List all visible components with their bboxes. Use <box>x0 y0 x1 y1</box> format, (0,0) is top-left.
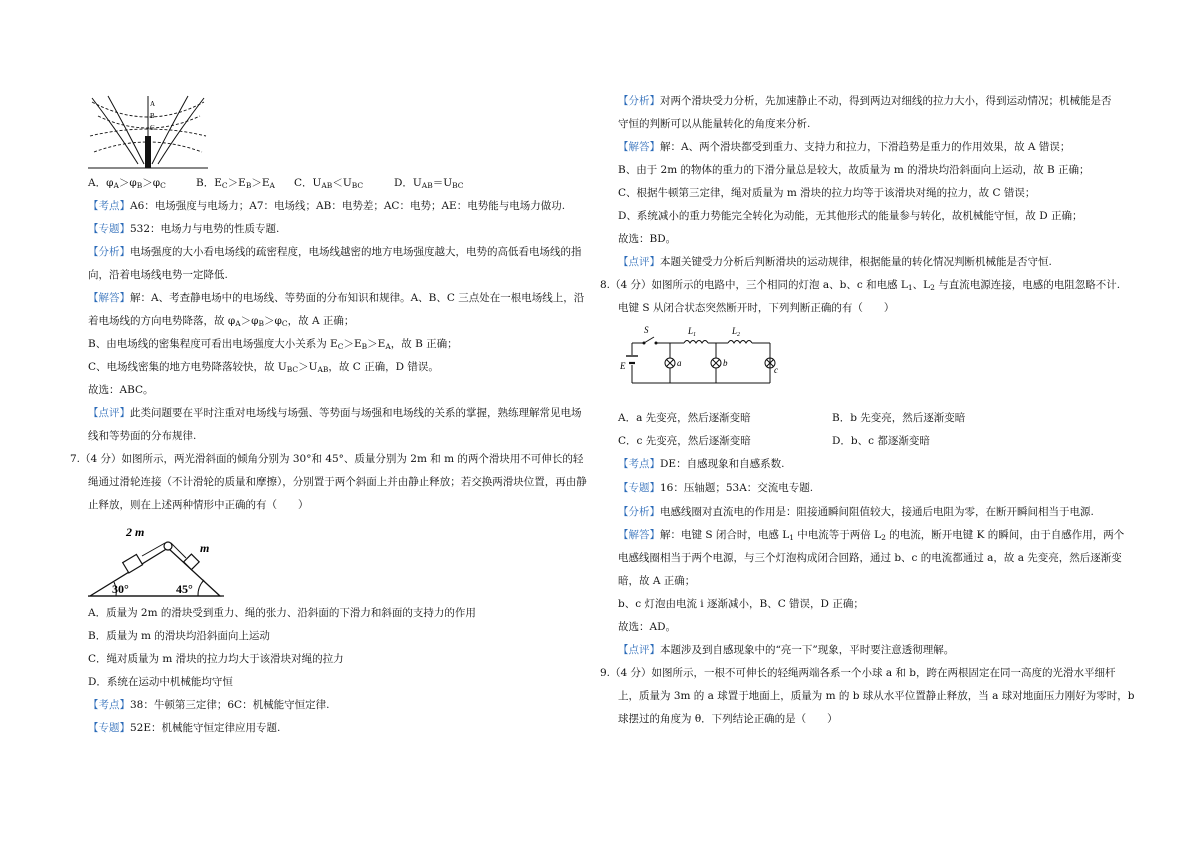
q7-stem-3: 止释放，则在上述两种情形中正确的有（ ） <box>88 499 309 511</box>
angle-45-label: 45° <box>176 582 193 596</box>
q7-jieda-d: D、系统减小的重力势能完全转化为动能，无其他形式的能量参与转化，故机械能守恒，故 D 正确； <box>618 210 1083 222</box>
q8-zhuanti: 【专题】16：压轴题；53A：交流电专题. <box>618 482 814 494</box>
q9-stem-2: 上，质量为 3m 的 a 球置于地面上，质量为 m 的 b 球从水平位置静止释放，当 a 球对地面压力刚好为零时，b <box>618 690 1135 702</box>
q8-stem: 8.（4 分）如图所示的电路中，三个相同的灯泡 a、b、c 和电感 $L_1$、$L_2$ 与直流电源连接，电感的电阻忽略不计. <box>600 279 1121 292</box>
q7-fenxi-cont: 守恒的判断可以从能量转化的角度来分析. <box>618 118 811 130</box>
q7-jieda: 【解答】解：A、两个滑块都受到重力、支持力和拉力，下滑趋势是重力的作用效果，故 A 错误； <box>618 141 1071 153</box>
q7-option-d[interactable]: D．系统在运动中机械能均守恒 <box>88 676 233 688</box>
q8-dianping: 【点评】本题涉及到自感现象中的“亮一下”现象，平时要注意透彻理解。 <box>618 644 955 656</box>
q8-option-d[interactable]: D．b、c 都逐渐变暗 <box>832 435 930 447</box>
q7-jieda-b: B、由于 2m 的物体的重力的下滑分量总是较大，故质量为 m 的滑块均沿斜面向上运动，故 B 正确； <box>618 164 1090 176</box>
inductor-l1-label: $L_1$ <box>688 326 697 338</box>
angle-30-label: 30° <box>112 582 129 596</box>
q6-dianping: 【点评】此类问题要在平时注重对电场线与场强、等势面与场强和电场线的关系的掌握，熟练理解常见电场 <box>88 407 582 419</box>
q8-answer: 故选：AD。 <box>618 621 677 633</box>
q7-option-a[interactable]: A．质量为 2m 的滑块受到重力、绳的张力、沿斜面的下滑力和斜面的支持力的作用 <box>88 607 476 619</box>
q6-fenxi-cont: 向，沿着电场线电势一定降低. <box>88 269 228 281</box>
q8-option-a[interactable]: A．a 先变亮，然后逐渐变暗 <box>618 412 751 424</box>
q6-option-b[interactable]: B．$E_C>E_B>E_A$ <box>196 177 275 190</box>
q7-kaodian: 【考点】38：牛顿第三定律；6C：机械能守恒定律. <box>88 699 330 711</box>
bulb-a-label: a <box>677 358 682 368</box>
q6-jieda-b: B、由电场线的密集程度可看出电场强度大小关系为 $E_C>E_B>E_A$，故 B 正确； <box>88 338 458 351</box>
emf-e-label: E <box>620 361 626 371</box>
q8-stem-2: 电键 S 从闭合状态突然断开时，下列判断正确的有（ ） <box>618 302 895 314</box>
q6-dianping-cont: 线和等势面的分布规律. <box>88 430 197 442</box>
q7-option-b[interactable]: B．质量为 m 的滑块均沿斜面向上运动 <box>88 630 270 642</box>
mass-m-label: m <box>200 541 210 555</box>
q8-jieda: 【解答】解：电键 S 闭合时，电感 $L_1$ 中电流等于两倍 $L_2$ 的电流，断开电键 K 的瞬间，由于自感作用，两个 <box>618 529 1125 542</box>
point-b-label: B <box>150 112 155 120</box>
switch-s-label: S <box>644 325 649 335</box>
q7-stem: 7.（4 分）如图所示，两光滑斜面的倾角分别为 30°和 45°、质量分别为 2m 和 m 的两个滑块用不可伸长的轻 <box>70 453 584 465</box>
q7-dianping: 【点评】本题关键受力分析后判断滑块的运动规律，根据能量的转化情况判断机械能是否守恒. <box>618 256 1052 268</box>
q7-option-c[interactable]: C．绳对质量为 m 滑块的拉力均大于该滑块对绳的拉力 <box>88 653 344 665</box>
circuit-figure <box>620 325 780 387</box>
q7-stem-2: 绳通过滑轮连接（不计滑轮的质量和摩擦），分别置于两个斜面上并由静止释放；若交换两滑块位置，再由静 <box>88 476 587 488</box>
q6-option-c[interactable]: C．$U_{AB}<U_{BC}$ <box>294 177 364 190</box>
q6-kaodian: 【考点】A6：电场强度与电场力；A7：电场线；AB：电势差；AC：电势；AE：电势能与电场力做功. <box>88 200 566 212</box>
q6-jieda-c: C、电场线密集的地方电势降落较快，故 $U_{BC}>U_{AB}$，故 C 正确，D 错误。 <box>88 361 439 374</box>
q6-fenxi: 【分析】电场强度的大小看电场线的疏密程度，电场线越密的地方电场强度越大，电势的高低看电场线的指 <box>88 246 582 258</box>
q9-stem-3: 球摆过的角度为 θ．下列结论正确的是（ ） <box>618 713 838 725</box>
q6-jieda: 【解答】解：A、考查静电场中的电场线、等势面的分布知识和规律。A、B、C 三点处在一根电场线上，沿 <box>88 292 585 304</box>
q8-kaodian: 【考点】DE：自感现象和自感系数. <box>618 458 785 470</box>
bulb-c-label: c <box>774 365 778 375</box>
inductor-l2-label: $L_2$ <box>732 326 741 338</box>
point-a-label: A <box>150 100 156 108</box>
q8-jieda-2: 电感线圈相当于两个电源，与三个灯泡构成闭合回路，通过 b、c 的电流都通过 a，故 a 先变亮，然后逐渐变 <box>618 552 1122 564</box>
q8-jieda-4: b、c 灯泡由电流 i 逐渐减小，B、C 错误，D 正确； <box>618 598 864 610</box>
q6-answer: 故选：ABC。 <box>88 384 154 396</box>
q6-zhuanti: 【专题】532：电场力与电势的性质专题. <box>88 223 280 235</box>
q6-options <box>88 176 463 191</box>
q7-zhuanti: 【专题】52E：机械能守恒定律应用专题. <box>88 722 281 734</box>
q7-answer: 故选：BD。 <box>618 233 677 245</box>
q6-option-d[interactable]: D．$U_{AB}=U_{BC}$ <box>394 177 464 190</box>
bulb-b-label: b <box>723 358 728 368</box>
electric-field-figure <box>88 92 210 170</box>
q8-option-c[interactable]: C．c 先变亮，然后逐渐变暗 <box>618 435 751 447</box>
q6-jieda-a: 着电场线的方向电势降落，故 $\varphi_A>\varphi_B>\varphi_C$，故 A 正确； <box>88 315 355 328</box>
q7-jieda-c: C、根据牛顿第三定律，绳对质量为 m 滑块的拉力均等于该滑块对绳的拉力，故 C 错误； <box>618 187 1036 199</box>
q7-fenxi: 【分析】对两个滑块受力分析，先加速静止不动，得到两边对细线的拉力大小，得到运动情况；机械能是否 <box>618 95 1112 107</box>
q8-option-b[interactable]: B．b 先变亮，然后逐渐变暗 <box>832 412 966 424</box>
q8-jieda-3: 暗，故 A 正确； <box>618 575 696 587</box>
q8-fenxi: 【分析】电感线圈对直流电的作用是：阻接通瞬间阻值较大，接通后电阻为零，在断开瞬间相当于电源. <box>618 506 1094 518</box>
q6-option-a[interactable]: A．$\varphi_A>\varphi_B>\varphi_C$ <box>88 177 166 190</box>
point-c-label: C <box>150 124 155 132</box>
q9-stem: 9.（4 分）如图所示，一根不可伸长的轻绳两端各系一个小球 a 和 b，跨在两根固定在同一高度的光滑水平细杆 <box>600 667 1116 679</box>
inclined-planes-figure <box>88 522 228 600</box>
mass-2m-label: 2 m <box>126 525 145 539</box>
